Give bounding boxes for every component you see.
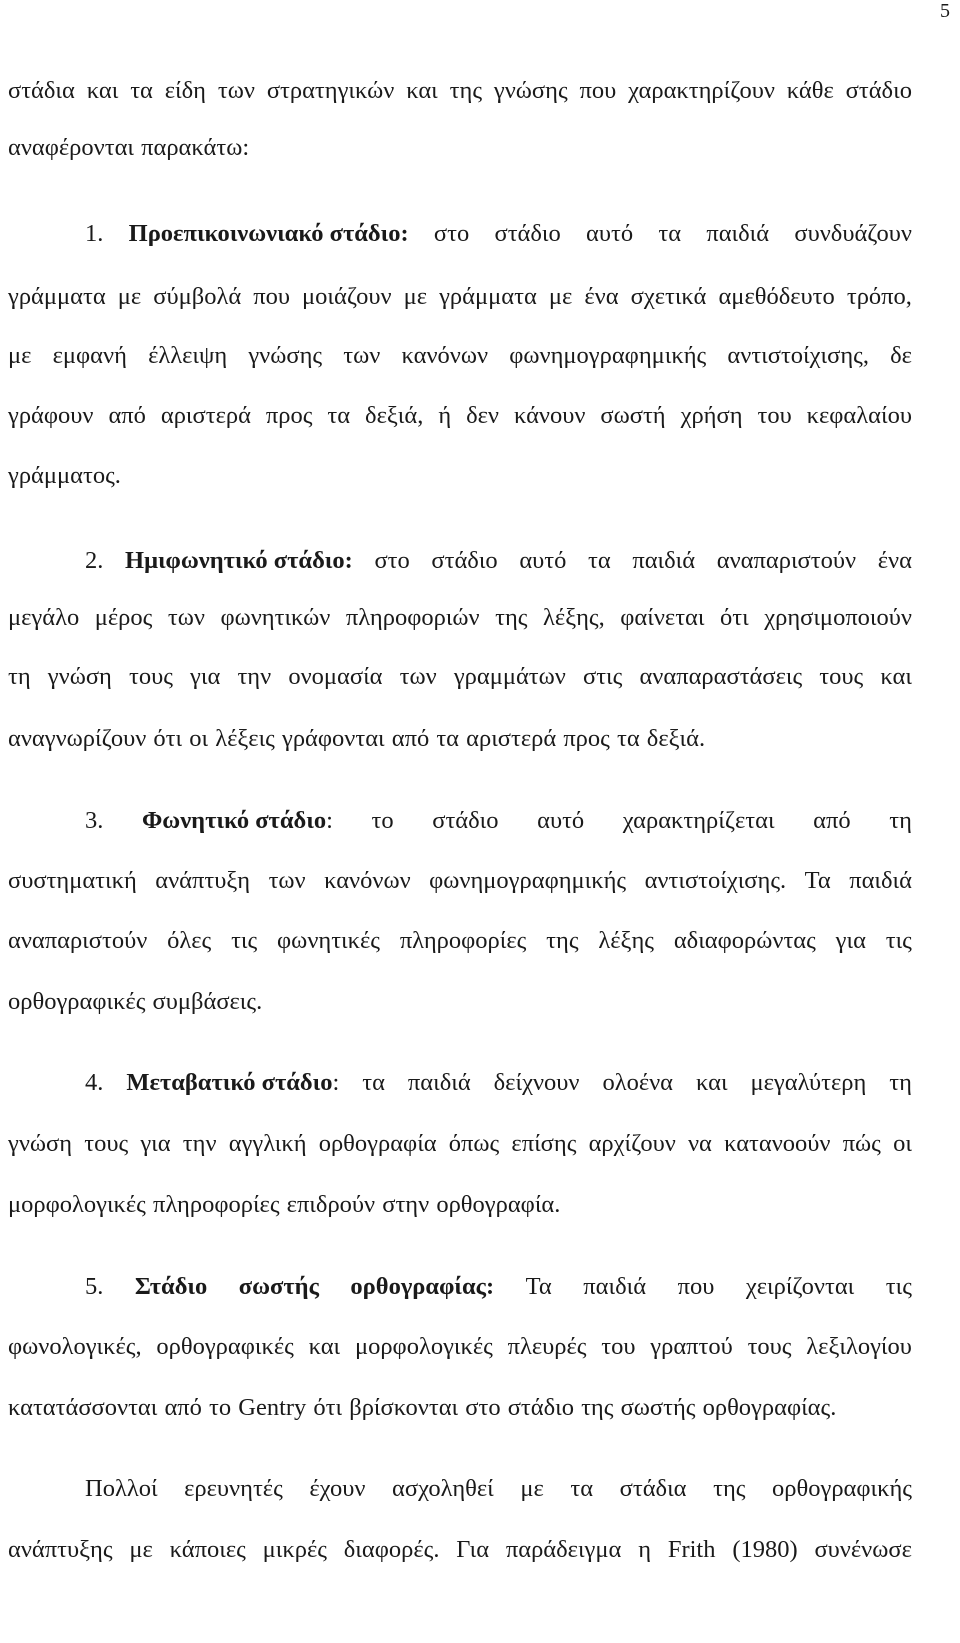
word: συνδυάζουν: [794, 220, 912, 247]
word: γνώση: [8, 1130, 73, 1157]
word: χαρακτηρίζουν: [628, 77, 775, 104]
word: Για: [456, 1536, 490, 1563]
item-2-line-2: [8, 603, 912, 633]
word: γνώσης: [248, 342, 323, 369]
word: αντιστοίχισης.: [644, 867, 787, 894]
word: αυτό: [519, 547, 567, 574]
word: αυτό: [537, 807, 585, 834]
word: φαίνεται: [620, 604, 705, 631]
word: τα: [570, 1475, 594, 1502]
word: δε: [890, 342, 912, 369]
item-5-number: 5.: [85, 1273, 104, 1300]
item-3-colon: :: [326, 807, 333, 834]
word: των: [399, 663, 437, 690]
item-2-line-3: [8, 662, 912, 692]
word: όλες: [167, 927, 212, 954]
item-1-line-4: [8, 401, 912, 431]
word: ορθογραφία: [318, 1130, 437, 1157]
word: κάθε: [786, 77, 834, 104]
word: με: [548, 283, 573, 310]
word: παιδιά: [849, 867, 912, 894]
word: ορθογραφικές: [156, 1333, 294, 1360]
word: παράδειγμα: [505, 1536, 622, 1563]
item-3-title-wrap: [142, 806, 333, 836]
word: αρχίζουν: [588, 1130, 676, 1157]
item-1-line-2: [8, 282, 912, 312]
word: μορφολογικές: [354, 1333, 493, 1360]
word: εμφανή: [52, 342, 127, 369]
word: της: [713, 1475, 746, 1502]
word: χειρίζονται: [745, 1273, 855, 1300]
word: παιδιά: [632, 547, 696, 574]
word: μέρος: [94, 604, 153, 631]
word: με: [403, 283, 428, 310]
word: πώς: [842, 1130, 881, 1157]
word: ανάπτυξη: [155, 867, 251, 894]
word: λέξης,: [543, 604, 605, 631]
word: χρησιμοποιούν: [764, 604, 912, 631]
word: δείχνουν: [493, 1069, 580, 1096]
word: Frith: [667, 1536, 716, 1563]
closing-line-2: [8, 1535, 912, 1565]
word: διαφορές.: [343, 1536, 440, 1563]
word: και: [695, 1069, 728, 1096]
word: μικρές: [262, 1536, 327, 1563]
word: φωνολογικές,: [8, 1333, 142, 1360]
word: φωνημογραφημικής: [429, 867, 627, 894]
word: το: [371, 807, 394, 834]
word: των: [167, 604, 205, 631]
word: ή: [438, 402, 452, 429]
word: των: [217, 77, 255, 104]
item-3-line-3: [8, 926, 912, 956]
item-2-title: Ημιφωνητικό στάδιο:: [125, 547, 353, 574]
word: όπως: [448, 1130, 500, 1157]
word: επίσης: [511, 1130, 577, 1157]
word: και: [86, 77, 119, 104]
word: τους: [84, 1130, 129, 1157]
word: από: [813, 807, 851, 834]
word: στάδιο: [431, 547, 498, 574]
item-4-colon: :: [332, 1069, 340, 1096]
word: που: [579, 77, 617, 104]
word: μεγαλύτερη: [750, 1069, 867, 1096]
word: ερευνητές: [184, 1475, 283, 1502]
word: ένα: [877, 547, 912, 574]
word: και: [406, 77, 438, 104]
word: ένα: [584, 283, 619, 310]
item-1-heading-line: [85, 219, 912, 249]
word: την: [182, 1130, 217, 1157]
item-1-line-3: [8, 341, 912, 371]
item-5-line-2: [8, 1332, 912, 1362]
word: η: [638, 1536, 651, 1563]
word: γνώση: [47, 663, 112, 690]
word: ανάπτυξης: [8, 1536, 113, 1563]
word: πληροφοριών: [345, 604, 480, 631]
item-3-title: Φωνητικό στάδιο: [141, 807, 327, 834]
word: στάδια: [8, 77, 75, 104]
word: τη: [889, 1069, 912, 1096]
word: που: [677, 1273, 715, 1300]
word: στο: [374, 547, 410, 574]
word: αριστερά: [160, 402, 251, 429]
word: Στάδιο: [134, 1273, 208, 1300]
item-5-heading-line: [85, 1272, 912, 1302]
word: δεν: [466, 402, 499, 429]
word: ασχοληθεί: [392, 1475, 494, 1502]
word: τους: [747, 1333, 792, 1360]
word: από: [108, 402, 146, 429]
word: φωνημογραφημικής: [509, 342, 707, 369]
word: αμεθόδευτο: [718, 283, 835, 310]
item-2-number: 2.: [85, 547, 104, 574]
word: τη: [8, 663, 31, 690]
item-2-heading-line: [85, 546, 912, 576]
word: λεξιλογίου: [806, 1333, 912, 1360]
item-4-heading-line: [85, 1068, 912, 1098]
word: ορθογραφικής: [772, 1475, 912, 1502]
word: έχουν: [309, 1475, 366, 1502]
word: τα: [130, 77, 153, 104]
word: αναπαραστάσεις: [639, 663, 803, 690]
word: ονομασία: [288, 663, 383, 690]
word: συνένωσε: [814, 1536, 912, 1563]
word: γράμματα: [439, 283, 537, 310]
word: τα: [658, 220, 682, 247]
word: μεγάλο: [8, 604, 80, 631]
word: της: [495, 604, 528, 631]
word: Πολλοί: [85, 1475, 158, 1502]
closing-line-1: [85, 1474, 912, 1504]
word: ορθογραφίας:: [350, 1273, 495, 1300]
word: γραπτού: [650, 1333, 733, 1360]
word: των: [343, 342, 381, 369]
item-4-line-3: μορφολογικές πληροφορίες επιδρούν στην ορθογραφία.: [8, 1191, 561, 1218]
word: αυτό: [586, 220, 634, 247]
word: την: [237, 663, 272, 690]
word: τη: [889, 807, 912, 834]
word: στάδιο: [432, 807, 499, 834]
item-3-number: 3.: [85, 807, 104, 834]
word: τους: [819, 663, 864, 690]
word: κεφαλαίου: [806, 402, 912, 429]
word: με: [8, 342, 32, 369]
word: λέξης: [598, 927, 654, 954]
word: αναπαριστούν: [8, 927, 148, 954]
word: αναπαριστούν: [716, 547, 857, 574]
intro-line-2: αναφέρονται παρακάτω:: [8, 134, 250, 161]
item-4-title: Μεταβατικό στάδιο: [126, 1069, 333, 1096]
word: φωνητικές: [277, 927, 380, 954]
word: κάνουν: [513, 402, 586, 429]
word: στρατηγικών: [266, 77, 395, 104]
word: στάδιο: [494, 220, 561, 247]
item-1-line-5: γράμματος.: [8, 462, 121, 489]
word: φωνητικών: [220, 604, 331, 631]
word: τις: [885, 927, 912, 954]
item-1-title: Προεπικοινωνιακό στάδιο:: [128, 220, 409, 247]
word: στάδια: [619, 1475, 687, 1502]
word: αντιστοίχισης,: [727, 342, 869, 369]
word: χρήση: [680, 402, 743, 429]
word: κάποιες: [169, 1536, 246, 1563]
word: δεξιά,: [365, 402, 424, 429]
word: συστηματική: [8, 867, 137, 894]
item-3-line-4: ορθογραφικές συμβάσεις.: [8, 988, 263, 1015]
word: Τα: [525, 1273, 552, 1300]
word: στο: [433, 220, 470, 247]
word: για: [140, 1130, 171, 1157]
word: αδιαφορώντας: [673, 927, 816, 954]
word: γνώσης: [493, 77, 568, 104]
word: τα: [588, 547, 611, 574]
word: της: [546, 927, 579, 954]
word: που: [253, 283, 290, 310]
item-3-line-2: [8, 866, 912, 896]
word: στις: [582, 663, 623, 690]
intro-line-1: [8, 76, 912, 106]
word: κανόνων: [324, 867, 411, 894]
word: γράμματα: [8, 283, 106, 310]
word: σωστή: [600, 402, 666, 429]
word: είδη: [164, 77, 206, 104]
word: ότι: [720, 604, 749, 631]
word: τρόπο,: [846, 283, 912, 310]
word: του: [757, 402, 792, 429]
word: κανόνων: [401, 342, 489, 369]
word: με: [117, 283, 142, 310]
word: τα: [327, 402, 351, 429]
word: της: [449, 77, 483, 104]
word: με: [520, 1475, 544, 1502]
word: προς: [265, 402, 313, 429]
word: με: [129, 1536, 153, 1563]
word: να: [687, 1130, 712, 1157]
word: για: [835, 927, 866, 954]
item-2-line-4: αναγνωρίζουν ότι οι λέξεις γράφονται από τα αριστερά προς τα δεξιά.: [8, 725, 706, 752]
word: αγγλική: [228, 1130, 307, 1157]
word: του: [601, 1333, 636, 1360]
word: των: [268, 867, 306, 894]
word: στάδιο: [845, 77, 912, 104]
word: Τα: [804, 867, 831, 894]
word: πλευρές: [507, 1333, 587, 1360]
word: γραμμάτων: [453, 663, 566, 690]
item-3-heading-line: [85, 806, 912, 836]
word: τις: [231, 927, 258, 954]
word: έλλειψη: [148, 342, 228, 369]
word: τους: [128, 663, 173, 690]
word: οι: [893, 1130, 912, 1157]
word: και: [880, 663, 912, 690]
word: γράφουν: [8, 402, 94, 429]
page-number: 5: [940, 0, 950, 22]
item-4-number: 4.: [85, 1069, 104, 1096]
word: παιδιά: [706, 220, 770, 247]
item-4-title-wrap: [126, 1068, 339, 1098]
item-1-number: 1.: [85, 220, 104, 247]
word: κατανοούν: [724, 1130, 831, 1157]
word: χαρακτηρίζεται: [622, 807, 775, 834]
word: σχετικά: [630, 283, 707, 310]
item-4-line-2: [8, 1129, 912, 1159]
word: σωστής: [238, 1273, 319, 1300]
word: μοιάζουν: [302, 283, 392, 310]
word: πληροφορίες: [399, 927, 527, 954]
word: (1980): [732, 1536, 798, 1563]
word: τα: [362, 1069, 385, 1096]
word: ολοένα: [602, 1069, 674, 1096]
word: τις: [885, 1273, 912, 1300]
word: και: [308, 1333, 341, 1360]
word: σύμβολά: [153, 283, 242, 310]
word: παιδιά: [583, 1273, 647, 1300]
item-5-line-3: κατατάσσονται από το Gentry ότι βρίσκονται στο στάδιο της σωστής ορθογραφίας.: [8, 1394, 837, 1421]
word: για: [190, 663, 221, 690]
word: παιδιά: [407, 1069, 471, 1096]
